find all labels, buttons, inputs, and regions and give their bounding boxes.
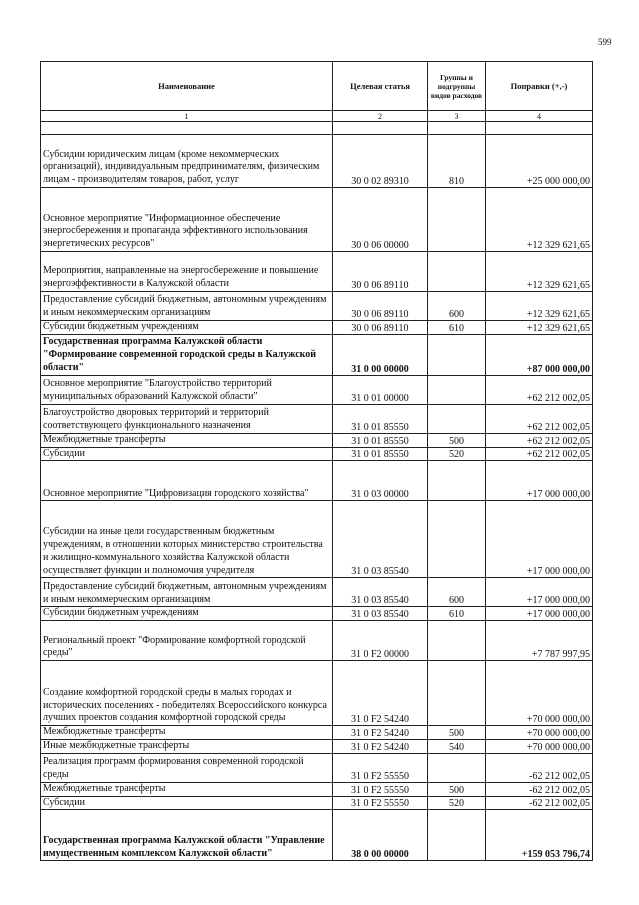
table-row <box>41 726 593 740</box>
row-target-cell: 31 0 01 85550 <box>333 447 428 461</box>
row-amount-cell: +70 000 000,00 <box>486 726 593 740</box>
row-group-cell <box>428 501 486 578</box>
spacer-row <box>41 122 593 135</box>
budget-table <box>40 61 593 861</box>
column-number-row <box>41 111 593 122</box>
table-row <box>41 135 593 188</box>
row-group-cell <box>428 621 486 661</box>
row-target-cell: 31 0 03 85540 <box>333 607 428 621</box>
column-number: 3 <box>428 111 486 122</box>
row-amount-cell: +12 329 621,65 <box>486 252 593 292</box>
row-amount-cell: +12 329 621,65 <box>486 292 593 321</box>
row-group-cell <box>428 753 486 782</box>
table-row <box>41 739 593 753</box>
row-target-cell: 31 0 F2 54240 <box>333 739 428 753</box>
row-amount-cell: -62 212 002,05 <box>486 796 593 810</box>
row-name-cell: Субсидии юридическим лицам (кроме некоммерческих организаций), индивидуальным предпринимателям, физическим лицам - производителям товаров, работ, услуг <box>41 135 333 188</box>
row-group-cell <box>428 252 486 292</box>
row-name-cell: Благоустройство дворовых территорий и территорий соответствующего функционального назначения <box>41 404 333 433</box>
table-row <box>41 404 593 433</box>
row-amount-cell: +12 329 621,65 <box>486 321 593 335</box>
row-group-cell <box>428 334 486 375</box>
table-row <box>41 292 593 321</box>
row-name-cell: Межбюджетные трансферты <box>41 433 333 447</box>
row-amount-cell: +70 000 000,00 <box>486 661 593 726</box>
row-group-cell: 610 <box>428 321 486 335</box>
row-name-cell: Субсидии <box>41 447 333 461</box>
row-amount-cell: +12 329 621,65 <box>486 188 593 252</box>
row-name-cell: Межбюджетные трансферты <box>41 782 333 796</box>
row-name-cell: Основное мероприятие "Цифровизация городского хозяйства" <box>41 461 333 501</box>
row-group-cell: 520 <box>428 447 486 461</box>
row-name-cell: Реализация программ формирования современной городской среды <box>41 753 333 782</box>
row-name-cell: Субсидии бюджетным учреждениям <box>41 607 333 621</box>
row-target-cell: 30 0 06 89110 <box>333 252 428 292</box>
row-target-cell: 30 0 06 89110 <box>333 292 428 321</box>
row-name-cell: Государственная программа Калужской области "Управление имущественным комплексом Калужской области" <box>41 810 333 861</box>
row-target-cell: 30 0 02 89310 <box>333 135 428 188</box>
row-target-cell: 31 0 03 85540 <box>333 578 428 607</box>
row-name-cell: Субсидии на иные цели государственным бюджетным учреждениям, в отношении которых министерство строительства и жилищно-коммунального хозяйства Калужской области осуществляет функции и полномочия учредителя <box>41 501 333 578</box>
table-row <box>41 447 593 461</box>
column-number: 1 <box>41 111 333 122</box>
row-group-cell <box>428 188 486 252</box>
row-name-cell: Основное мероприятие "Информационное обеспечение энергосбережения и пропаганда эффективного использования энергетических ресурсов" <box>41 188 333 252</box>
row-amount-cell: +7 787 997,95 <box>486 621 593 661</box>
row-target-cell: 31 0 F2 00000 <box>333 621 428 661</box>
row-target-cell: 31 0 01 85550 <box>333 404 428 433</box>
row-amount-cell: +17 000 000,00 <box>486 578 593 607</box>
row-amount-cell: +62 212 002,05 <box>486 433 593 447</box>
row-target-cell: 31 0 01 00000 <box>333 375 428 404</box>
row-group-cell <box>428 375 486 404</box>
row-group-cell <box>428 810 486 861</box>
row-target-cell: 31 0 00 00000 <box>333 334 428 375</box>
row-target-cell: 31 0 F2 55550 <box>333 796 428 810</box>
table-row <box>41 782 593 796</box>
table-row <box>41 578 593 607</box>
table-row <box>41 321 593 335</box>
row-amount-cell: +17 000 000,00 <box>486 501 593 578</box>
row-amount-cell: +17 000 000,00 <box>486 461 593 501</box>
row-amount-cell: +62 212 002,05 <box>486 447 593 461</box>
row-group-cell <box>428 404 486 433</box>
row-target-cell: 31 0 03 00000 <box>333 461 428 501</box>
table-row <box>41 753 593 782</box>
row-group-cell: 610 <box>428 607 486 621</box>
row-target-cell: 31 0 01 85550 <box>333 433 428 447</box>
row-group-cell <box>428 461 486 501</box>
table-body <box>41 135 593 861</box>
row-name-cell: Мероприятия, направленные на энергосбережение и повышение энергоэффективности в Калужской области <box>41 252 333 292</box>
table-row <box>41 607 593 621</box>
row-name-cell: Региональный проект "Формирование комфортной городской среды" <box>41 621 333 661</box>
row-amount-cell: +62 212 002,05 <box>486 404 593 433</box>
row-name-cell: Субсидии бюджетным учреждениям <box>41 321 333 335</box>
row-group-cell: 540 <box>428 739 486 753</box>
row-group-cell: 500 <box>428 726 486 740</box>
row-amount-cell: +87 000 000,00 <box>486 334 593 375</box>
row-target-cell: 30 0 06 89110 <box>333 321 428 335</box>
row-name-cell: Предоставление субсидий бюджетным, автономным учреждениям и иным некоммерческим организациям <box>41 578 333 607</box>
row-amount-cell: +70 000 000,00 <box>486 739 593 753</box>
row-group-cell: 810 <box>428 135 486 188</box>
page-number: 599 <box>598 37 612 47</box>
row-amount-cell: -62 212 002,05 <box>486 782 593 796</box>
row-amount-cell: +25 000 000,00 <box>486 135 593 188</box>
row-amount-cell: +159 053 796,74 <box>486 810 593 861</box>
row-target-cell: 38 0 00 00000 <box>333 810 428 861</box>
table-row <box>41 810 593 861</box>
table-row <box>41 252 593 292</box>
table-row <box>41 661 593 726</box>
row-name-cell: Межбюджетные трансферты <box>41 726 333 740</box>
header-amount: Поправки (+,-) <box>486 62 593 111</box>
header-row <box>41 62 593 111</box>
row-group-cell: 600 <box>428 578 486 607</box>
header-target: Целевая статья <box>333 62 428 111</box>
row-name-cell: Предоставление субсидий бюджетным, автономным учреждениям и иным некоммерческим организациям <box>41 292 333 321</box>
row-group-cell: 600 <box>428 292 486 321</box>
table-row <box>41 461 593 501</box>
column-number: 4 <box>486 111 593 122</box>
row-name-cell: Государственная программа Калужской области "Формирование современной городской среды в Калужской области" <box>41 334 333 375</box>
row-group-cell: 520 <box>428 796 486 810</box>
row-target-cell: 30 0 06 00000 <box>333 188 428 252</box>
row-name-cell: Создание комфортной городской среды в малых городах и исторических поселениях - победителях Всероссийского конкурса лучших проектов создания комфортной городской среды <box>41 661 333 726</box>
row-group-cell: 500 <box>428 433 486 447</box>
table-row <box>41 621 593 661</box>
table-row <box>41 433 593 447</box>
row-amount-cell: +17 000 000,00 <box>486 607 593 621</box>
row-target-cell: 31 0 F2 54240 <box>333 661 428 726</box>
row-amount-cell: -62 212 002,05 <box>486 753 593 782</box>
table-row <box>41 796 593 810</box>
table-row <box>41 375 593 404</box>
table-row <box>41 501 593 578</box>
row-name-cell: Субсидии <box>41 796 333 810</box>
row-group-cell <box>428 661 486 726</box>
row-name-cell: Основное мероприятие "Благоустройство территорий муниципальных образований Калужской области" <box>41 375 333 404</box>
column-number: 2 <box>333 111 428 122</box>
table-row <box>41 188 593 252</box>
row-target-cell: 31 0 F2 54240 <box>333 726 428 740</box>
row-target-cell: 31 0 F2 55550 <box>333 753 428 782</box>
row-amount-cell: +62 212 002,05 <box>486 375 593 404</box>
row-target-cell: 31 0 F2 55550 <box>333 782 428 796</box>
row-group-cell: 500 <box>428 782 486 796</box>
row-name-cell: Иные межбюджетные трансферты <box>41 739 333 753</box>
header-name: Наименование <box>41 62 333 111</box>
row-target-cell: 31 0 03 85540 <box>333 501 428 578</box>
header-group: Группы и подгруппы видов расходов <box>428 62 486 111</box>
table-row <box>41 334 593 375</box>
